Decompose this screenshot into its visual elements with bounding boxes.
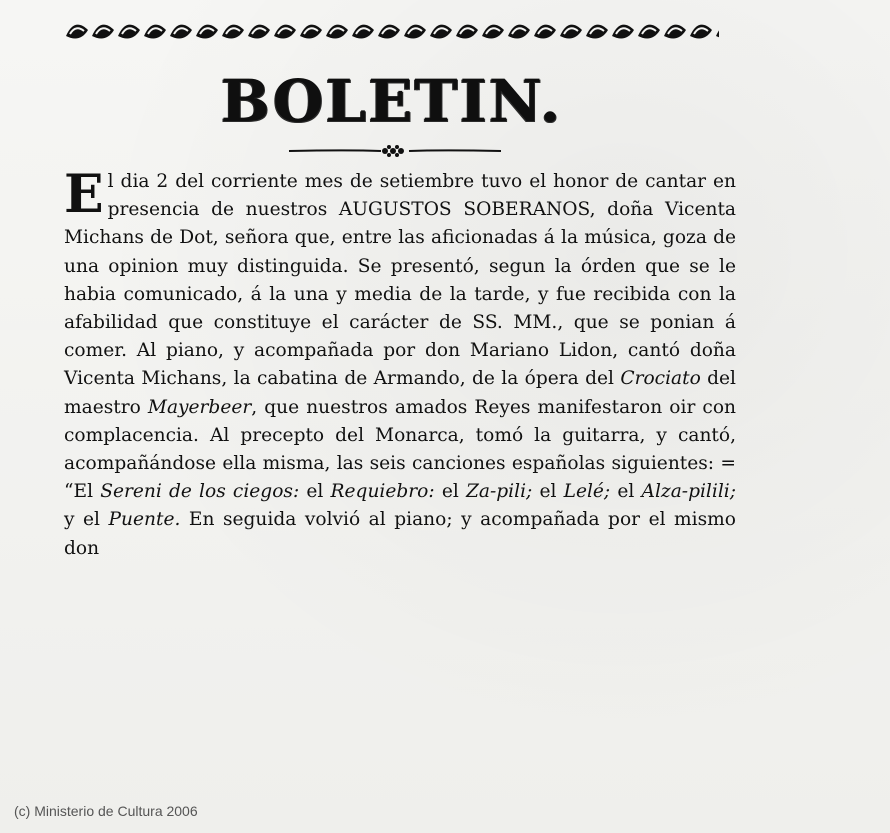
italic-text: Mayerbeer <box>147 396 252 418</box>
italic-text: Za-pili; <box>465 481 533 503</box>
article-paragraph <box>64 164 737 563</box>
text-run: el <box>434 481 466 503</box>
italic-text: Alza-pilili; <box>641 481 736 503</box>
text-run: del maestro <box>64 368 737 418</box>
drop-cap: E <box>64 164 104 225</box>
decorative-top-border <box>64 18 719 44</box>
text-run: l dia 2 del corriente mes de setiembre tuvo el honor de cantar en presencia de nuestros AUGUSTOS SOBERANOS, doña Vicenta Michans de Dot, señora que, entre las aficionadas á la música, goza de una opinion muy distinguida. Se presentó, segun la órden que se le habia comunicado, á la una y media de la tarde, y fue recibida con la afabilidad que constituye el carácter de SS. MM., que se ponian á comer. Al piano, y acompañada por don Mariano Lidon, cantó doña Vicenta Michans, la cabatina de Armando, de la ópera del <box>64 171 736 390</box>
italic-text: Crociato <box>620 368 701 390</box>
masthead <box>64 67 719 135</box>
copyright-notice: (c) Ministerio de Cultura 2006 <box>14 803 198 819</box>
title-ornament <box>285 143 505 159</box>
article-text <box>64 164 737 563</box>
text-run: el <box>610 481 642 503</box>
text-run: y el <box>64 509 109 531</box>
italic-text: Puente. <box>108 509 181 531</box>
page-title: BOLETIN. <box>220 67 563 135</box>
text-run: el <box>299 481 331 503</box>
text-run: , que nuestros amados Reyes manifestaron oir con complacencia. Al precepto del Monarca, tomó la guitarra, y cantó, acompañándose ella misma, las seis canciones españolas siguientes: = “El <box>64 396 736 503</box>
paragraph-body <box>64 164 737 559</box>
text-run: el <box>532 481 564 503</box>
text-run: En seguida volvió al piano; y acompañada por el mismo don <box>64 509 736 559</box>
italic-text: Requiebro: <box>330 481 435 503</box>
italic-text: Lelé; <box>563 481 611 503</box>
italic-text: Sereni de los ciegos: <box>100 481 300 503</box>
